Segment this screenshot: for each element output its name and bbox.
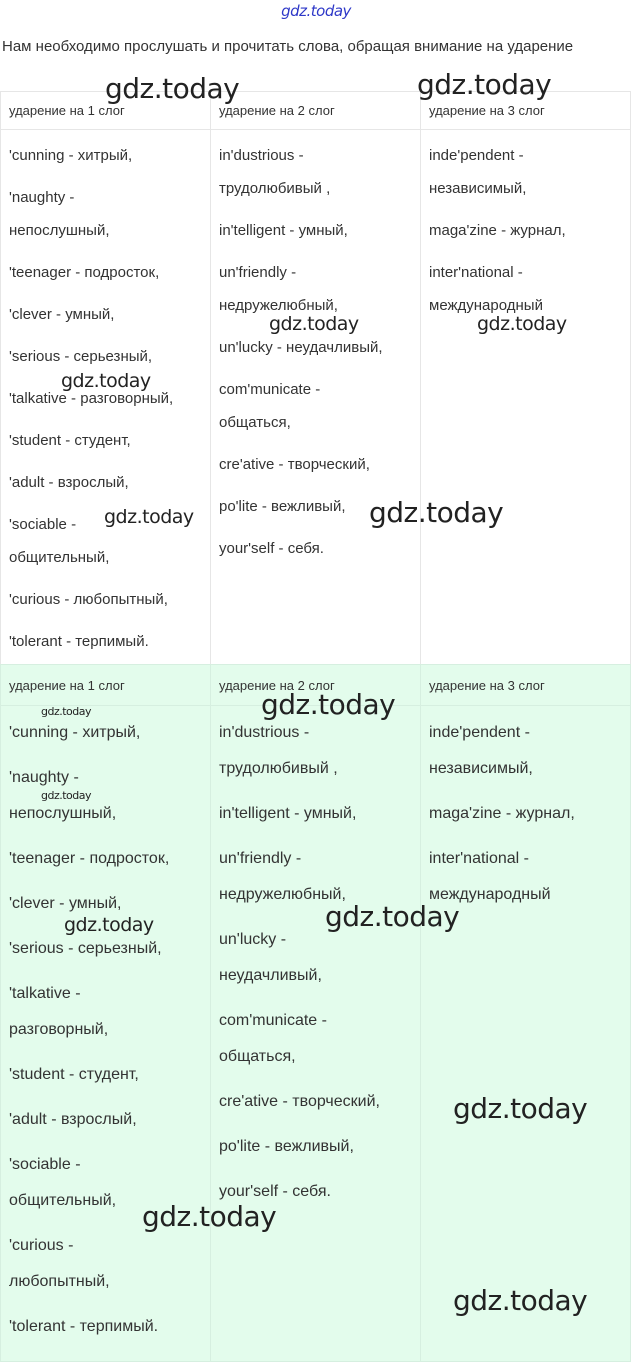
word-entry: 'cunning - хитрый, <box>9 147 133 164</box>
word-entry: po'lite - вежливый, <box>219 1138 354 1155</box>
word-entry: com'municate - общаться, <box>219 1012 327 1065</box>
col-stress-2 <box>219 706 420 1203</box>
word-entry: 'sociable - общительный, <box>9 516 110 566</box>
word-entry: 'serious - серьезный, <box>9 940 162 957</box>
watermark: gdz.today <box>325 900 460 933</box>
col-stress-3 <box>429 706 630 906</box>
watermark: gdz.today <box>142 1200 277 1233</box>
word-entry: in'dustrious - трудолюбивый , <box>219 147 331 197</box>
word-entry: in'dustrious - трудолюбивый , <box>219 724 338 777</box>
word-entry: 'adult - взрослый, <box>9 1111 137 1128</box>
watermark: gdz.today <box>261 688 396 721</box>
watermark: gdz.today <box>453 1092 588 1125</box>
watermark: gdz.today <box>104 506 194 528</box>
word-entry: 'talkative - разговорный, <box>9 390 174 407</box>
word-entry: un'friendly - недружелюбный, <box>219 850 346 903</box>
watermark: gdz.today <box>417 68 552 101</box>
word-entry: 'serious - серьезный, <box>9 348 153 365</box>
word-entry: 'naughty - непослушный, <box>9 189 110 239</box>
header-stress-3: ударение на 3 слог <box>421 665 631 706</box>
watermark: gdz.today <box>369 496 504 529</box>
word-entry: inde'pendent - независимый, <box>429 147 527 197</box>
watermark: gdz.today <box>41 705 92 718</box>
word-entry: your'self - себя. <box>219 1183 331 1200</box>
word-entry: 'teenager - подросток, <box>9 850 170 867</box>
col-stress-1 <box>9 706 210 1338</box>
word-entry: 'tolerant - терпимый. <box>9 1318 159 1335</box>
word-entry: po'lite - вежливый, <box>219 498 346 515</box>
watermark: gdz.today <box>64 914 154 936</box>
header-stress-3: ударение на 3 слог <box>421 92 631 130</box>
word-entry: 'naughty - непослушный, <box>9 769 117 822</box>
word-entry: un'lucky - неудачливый, <box>219 339 383 356</box>
word-entry: un'friendly - недружелюбный, <box>219 264 338 314</box>
header-stress-2: ударение на 2 слог <box>211 92 421 130</box>
word-entry: 'curious - любопытный, <box>9 591 168 608</box>
watermark: gdz.today <box>61 370 151 392</box>
col-stress-2 <box>219 130 420 559</box>
word-entry: 'clever - умный, <box>9 306 115 323</box>
watermark: gdz.today <box>269 313 359 335</box>
word-entry: 'adult - взрослый, <box>9 474 129 491</box>
word-entry: 'cunning - хитрый, <box>9 724 141 741</box>
stress-table-2 <box>0 664 631 1362</box>
word-entry: inter'national - международный <box>429 850 551 903</box>
word-entry: 'sociable - общительный, <box>9 1156 117 1209</box>
header-stress-1: ударение на 1 слог <box>1 665 211 706</box>
word-entry: cre'ative - творческий, <box>219 456 370 473</box>
word-entry: inde'pendent - независимый, <box>429 724 533 777</box>
word-entry: in'telligent - умный, <box>219 222 348 239</box>
word-entry: com'municate - общаться, <box>219 381 321 431</box>
header-stress-2: ударение на 2 слог <box>211 665 421 706</box>
watermark: gdz.today <box>105 72 240 105</box>
word-entry: 'clever - умный, <box>9 895 122 912</box>
word-entry: maga'zine - журнал, <box>429 805 575 822</box>
word-entry: maga'zine - журнал, <box>429 222 566 239</box>
word-entry: your'self - себя. <box>219 540 324 557</box>
word-entry: 'tolerant - терпимый. <box>9 633 149 650</box>
col-stress-3 <box>429 130 630 316</box>
task-intro: Нам необходимо прослушать и прочитать слова, обращая внимание на ударение <box>2 38 574 55</box>
word-entry: 'teenager - подросток, <box>9 264 160 281</box>
word-entry: 'student - студент, <box>9 432 131 449</box>
word-entry: cre'ative - творческий, <box>219 1093 380 1110</box>
header-stress-1: ударение на 1 слог <box>1 92 211 130</box>
watermark: gdz.today <box>453 1284 588 1317</box>
watermark: gdz.today <box>477 313 567 335</box>
word-entry: in'telligent - умный, <box>219 805 357 822</box>
word-entry: 'student - студент, <box>9 1066 139 1083</box>
watermark: gdz.today <box>41 789 92 802</box>
word-entry: un'lucky - неудачливый, <box>219 931 322 984</box>
word-entry: 'talkative - разговорный, <box>9 985 109 1038</box>
word-entry: inter'national - международный <box>429 264 543 314</box>
site-logo[interactable]: gdz.today <box>281 2 351 20</box>
word-entry: 'curious - любопытный, <box>9 1237 110 1290</box>
